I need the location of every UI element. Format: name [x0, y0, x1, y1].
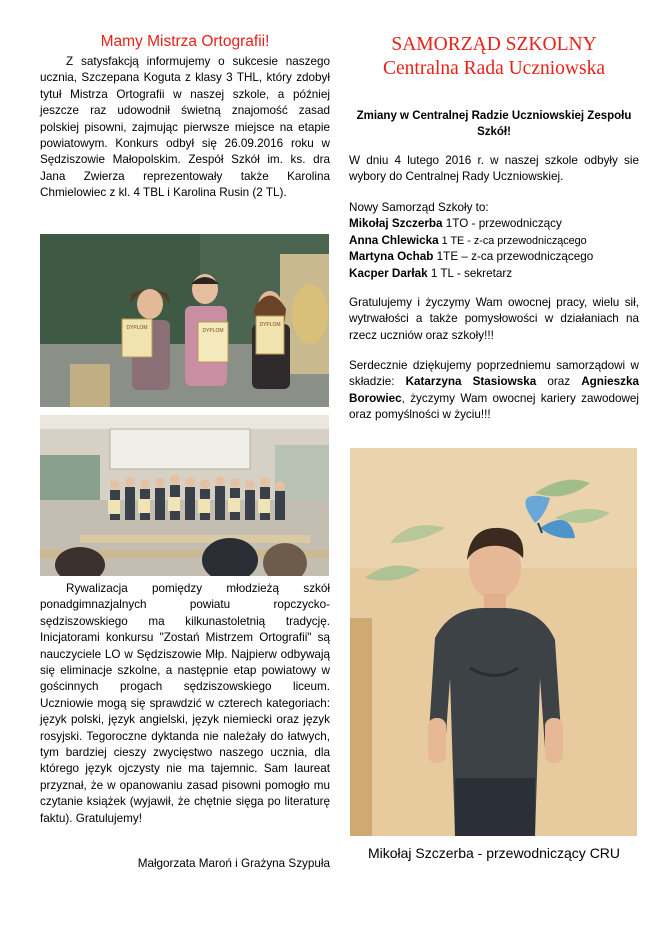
member-role: 1 TE - z-ca przewodniczącego [438, 234, 587, 247]
article-paragraph-1: Z satysfakcją informujemy o sukcesie naszego ucznia, Szczepana Koguta z klasy 3 THL, który zdobył tytuł Mistrza Ortografii w naszej szkole, a później jeszcze raz udowodnił świetną znajomość zasad polskiej pisowni, zajmując pierwsze miejsce na etapie powiatowym. Konkurs odbył się 26.09.2016 roku w Sędziszowie Małopolskim. Zespół Szkół im. ks. dra Jana Zwierza reprezentowały także Karolina Chmielowiec z kl. 4 TBL i Karolina Rusin (2 TL). [40, 55, 330, 200]
photo-winners-with-diplomas [40, 234, 329, 407]
photo-classroom-group [40, 415, 329, 576]
thanks-name-2: Agnieszka Borowiec [349, 375, 639, 405]
member-row [349, 266, 649, 282]
council-members-list [349, 200, 649, 282]
member-role: 1 TL - sekretarz [427, 266, 513, 280]
section-title: SAMORZĄD SZKOLNY [391, 34, 597, 55]
thanks-name-1: Katarzyna Stasiowska [405, 375, 537, 389]
photo-winners-illustration [40, 234, 329, 407]
thanks-suffix: , życzymy Wam owocnej kariery zawodowej oraz pomyślności w życiu!!! [349, 391, 639, 422]
member-name: Kacper Darłak [349, 266, 428, 280]
member-name: Anna Chlewicka [349, 233, 439, 247]
diploma-label-2: DYPLOM [202, 328, 224, 334]
member-name: Mikołaj Szczerba [349, 217, 443, 231]
member-row [349, 216, 649, 232]
thanks-paragraph [349, 358, 639, 424]
wishes-paragraph: Gratulujemy i życzymy Wam owocnej pracy, wielu sił, wytrwałości a także pomysłowości w działaniach na rzecz uczniów oraz szkoły!!! [349, 296, 639, 342]
article-signature: Małgorzata Maroń i Grażyna Szypuła [137, 857, 330, 870]
article-paragraph-2: Rywalizacja pomiędzy młodzieżą szkół ponadgimnazjalnych powiatu ropczycko-sędziszowskiego ma kilkunastoletnią tradycję. Inicjatorami konkursu "Zostań Mistrzem Ortografii" są nauczyciele LO w Sędziszowie Młp. Najpierw odbywają się eliminacje szkolne, a następnie etap powiatowy w gościnnych progach sędziszowskiego liceum. Uczniowie mogą się sprawdzić w czterech kategoriach: język polski, język angielski, język niemiecki oraz język rosyjski. Tegoroczne dyktanda nie należały do łatwych, tym bardziej cieszy zwycięstwo naszego ucznia, dla którego język ojczysty nie ma tajemnic. Sam laureat przyznał, że w opanowaniu zasad pisowni pomogło mu czytanie książek (wyjawił, że chętnie sięga po literaturę faktu). Gratulujemy! [40, 582, 330, 825]
member-role: 1TE – z-ca przewodniczącego [433, 250, 594, 264]
thanks-mid: oraz [536, 375, 582, 389]
member-row [349, 233, 649, 249]
member-role: 1TO - przewodniczący [442, 217, 562, 231]
photo-council-president [350, 448, 637, 836]
photo-portrait-illustration [350, 448, 637, 836]
election-intro: W dniu 4 lutego 2016 r. w naszej szkole odbyły sie wybory do Centralnej Rady Uczniowskiej. [349, 154, 639, 184]
section-subtitle: Centralna Rada Uczniowska [382, 58, 605, 79]
portrait-caption: Mikołaj Szczerba - przewodniczący CRU [367, 845, 621, 861]
diploma-label-1: DYPLOM [126, 325, 148, 331]
diploma-label-3: DYPLOM [259, 322, 281, 328]
council-changes-heading: Zmiany w Centralnej Radzie Uczniowskiej Zespołu Szkół! [356, 110, 632, 138]
photo-classroom-illustration [40, 415, 329, 576]
article-title-spelling: Mamy Mistrza Ortografii! [100, 33, 270, 50]
thanks-prefix: Serdecznie dziękujemy poprzedniemu samorządowi w składzie: [349, 359, 639, 389]
member-name: Martyna Ochab [349, 250, 434, 264]
members-heading: Nowy Samorząd Szkoły to: [349, 201, 489, 214]
member-row [349, 249, 649, 265]
